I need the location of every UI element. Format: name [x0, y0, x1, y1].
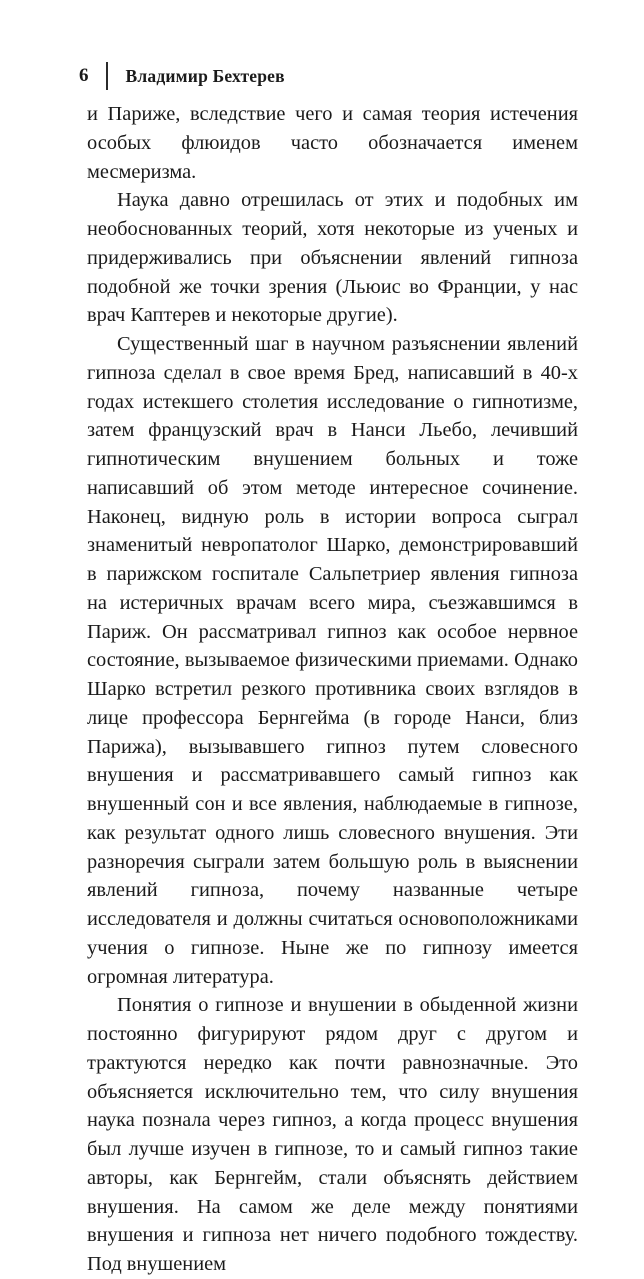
page-number: 6 [79, 65, 89, 86]
paragraph: Существенный шаг в научном разъяснении явлений гипноза сделал в свое время Бред, написавший в 40-х годах истекшего столетия исследование о гипнотизме, затем французский врач в Нанси Льебо, лечивший гипнотическим внушением больных и тоже написавший об этом методе интересное сочинение. Наконец, видную роль в истории вопроса сыграл знаменитый невропатолог Шарко, демонстрировавший в парижском госпитале Сальпетриер явления гипноза на истеричных врачам всего мира, съезжавшимся в Париж. Он рассматривал гипноз как особое нервное состояние, вызываемое физическими приемами. Однако Шарко встретил резкого противника своих взглядов в лице профессора Бернгейма (в городе Нанси, близ Парижа), вызывавшего гипноз путем словесного внушения и рассматривавшего самый гипноз как внушенный сон и все явления, наблюдаемые в гипнозе, как результат одного лишь словесного внушения. Эти разноречия сыграли затем большую роль в выяснении явлений гипноза, почему названные четыре исследователя и должны считаться основоположниками учения о гипнозе. Ныне же по гипнозу имеется огромная литература. [87, 333, 578, 988]
running-title: Владимир Бехтерев [125, 66, 285, 86]
paragraph: Наука давно отрешилась от этих и подобных им необоснованных теорий, хотя некоторые из ученых и придерживались при объяснении явлений гипноза подобной же точки зрения (Льюис во Франции, у нас врач Каптерев и некоторые другие). [87, 189, 578, 327]
header-divider [106, 62, 108, 90]
paragraph: Понятия о гипнозе и внушении в обыденной жизни постоянно фигурируют рядом друг с другом и трактуются нередко как почти равнозначные. Это объясняется исключительно тем, что силу внушения наука познала через гипноз, а когда процесс внушения был лучше изучен в гипнозе, то и самый гипноз такие авторы, как Бернгейм, стали объяснять действием внушения. На самом же деле между понятиями внушения и гипноза нет ничего подобного тождеству. Под внушением [87, 994, 578, 1275]
paragraph: и Париже, вследствие чего и самая теория истечения особых флюидов часто обозначается именем месмеризма. [87, 103, 578, 183]
page-header [79, 62, 285, 90]
page-body [87, 100, 578, 1279]
